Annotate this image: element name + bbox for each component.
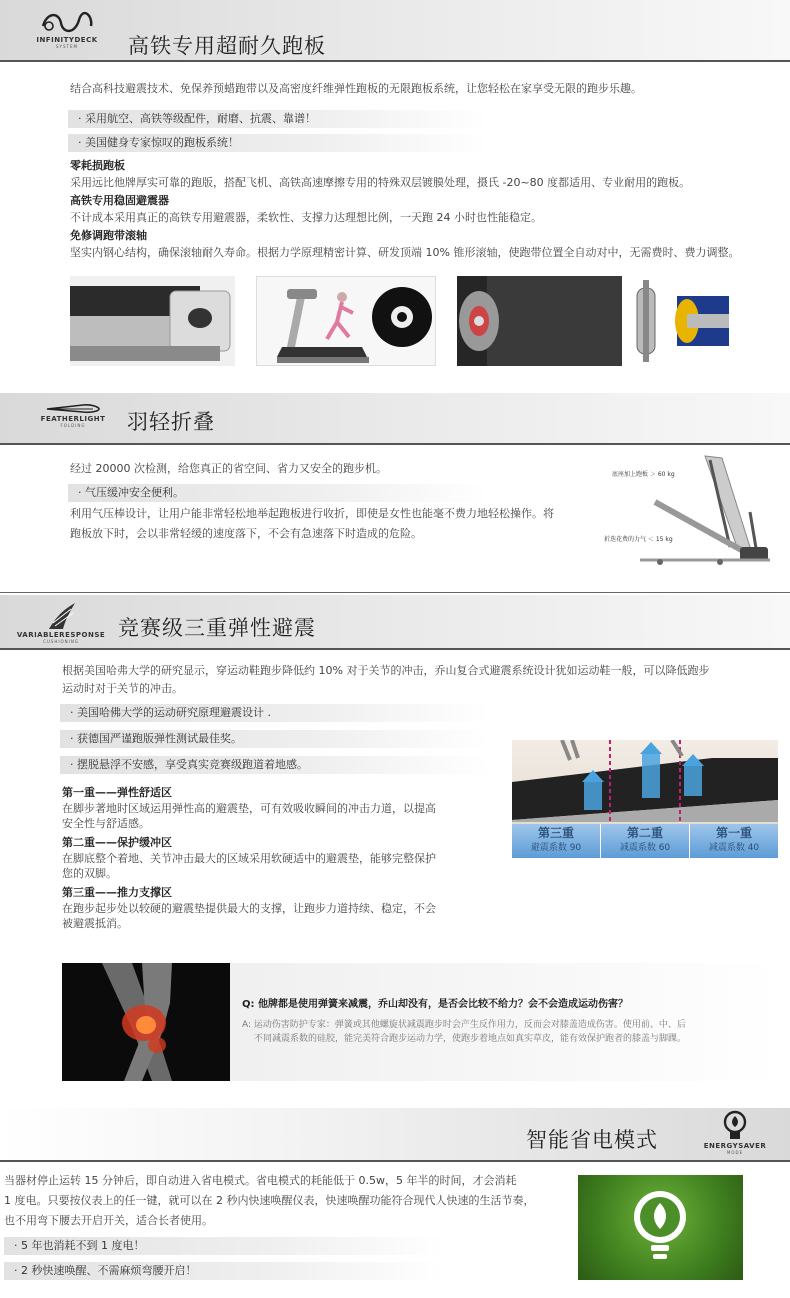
zone-cell-1: 第一重 减震系数 40: [708, 826, 760, 853]
zone-1-line-2: 安全性与舒适感。: [62, 817, 150, 830]
feature-title-shock-absorber: 高铁专用稳固避震器: [70, 194, 169, 207]
feature-title-roller: 免修调跑带滚轴: [70, 229, 147, 242]
section-title-feather-light: 羽轻折叠: [127, 410, 215, 434]
zone-cell-2: 第二重 减震系数 60: [601, 824, 690, 858]
section-header-energy-saver: [0, 1108, 790, 1162]
feature-text-roller: 坚实内钢心结构，确保滚轴耐久寿命。根据力学原理精密计算、研发顶端 10% 锥形滚轴，使跑带位置全自动对中，无需费时、费力调整。: [70, 246, 740, 259]
feather-bullet: · 气压缓冲安全便利。: [68, 484, 488, 502]
zone-2-title: 第二重——保护缓冲区: [62, 836, 172, 849]
force-label-bottom: 折迭花费的力气 ＜ 15 kg: [604, 536, 673, 543]
zone-1-line-1: 在脚步著地时区域运用弹性高的避震垫，可有效吸收瞬间的冲击力道，以提高: [62, 802, 436, 815]
qa-question: Q: 他牌都是使用弹簧来减震，乔山却没有，是否会比较不给力？会不会造成运动伤害？: [242, 999, 628, 1010]
infinity-wave-icon: [37, 10, 97, 36]
zone-3-line-2: 被避震抵消。: [62, 917, 128, 930]
feather-text-1: 利用气压棒设计，让用户能非常轻松地举起跑板进行收折，即使是女性也能毫不费力地轻松操作。将: [70, 507, 554, 520]
cushion-zones-image: [512, 740, 778, 858]
energy-text-2: 1 度电。只要按仪表上的任一键，就可以在 2 秒内快速唤醒仪表，快速唤醒功能符合现代人快速的生活节奏，: [4, 1194, 535, 1207]
feature-text-zero-wear: 采用远比他牌厚实可靠的跑版，搭配飞机、高铁高速摩擦专用的特殊双层镀膜处理，摄氏 -20~80 度都适用、专业耐用的跑板。: [70, 176, 691, 189]
section-title-infinity-deck: 高铁专用超耐久跑板: [128, 34, 326, 58]
qa-answer-1: A: 运动伤害防护专家：弹簧或其他螺旋状减震跑步时会产生反作用力，反而会对膝盖造成伤害。使用前、中、后: [242, 1020, 686, 1030]
folding-treadmill-diagram: [600, 452, 780, 577]
cushion-bullet-2: · 获德国严谨跑版弹性测试最佳奖。: [60, 730, 490, 748]
feather-icon: [43, 401, 103, 415]
infinity-bullet-1: · 采用航空、高铁等级配件，耐磨、抗震、靠谱！: [68, 110, 488, 128]
cushion-intro-2: 运动时对于关节的冲击。: [62, 682, 183, 695]
zone-cell-3: 第三重 避震系数 90: [512, 824, 601, 858]
energy-saver-logo: ENERGYSAVER MODE: [680, 1110, 790, 1162]
zone-bar: [512, 824, 778, 858]
winged-foot-icon: [41, 601, 81, 631]
qa-answer-2: 不同减震系数的硅胶，能完美符合跑步运动力学，使跑步着地点如真实草皮，能有效保护跑者的膝盖与脚踝。: [254, 1034, 687, 1044]
feather-intro: 经过 20000 次检测，给您真正的省空间、省力又安全的跑步机。: [70, 462, 387, 475]
qa-banner: [62, 963, 778, 1081]
treadmill-runner-photo: [256, 276, 436, 366]
infinity-intro: 结合高科技避震技术、免保养预蜡跑带以及高密度纤维弹性跑板的无限跑板系统，让您轻松在家享受无限的跑步乐趣。: [70, 82, 642, 95]
zone-2-line-2: 您的双脚。: [62, 867, 117, 880]
section-title-variable-response: 竞赛级三重弹性避震: [118, 616, 316, 640]
weight-label-top: 底座加上跑板 ＞ 60 kg: [612, 471, 675, 478]
roller-parts-photo: [627, 276, 737, 366]
lightbulb-icon: [720, 1110, 750, 1142]
feature-text-shock-absorber: 不计成本采用真正的高铁专用避震器，柔软性、支撑力达理想比例，一天跑 24 小时也性能稳定。: [70, 211, 542, 224]
feather-text-2: 跑板放下时，会以非常轻缓的速度落下，不会有急速落下时造成的危险。: [70, 527, 422, 540]
section-header-feather-light: [0, 393, 790, 445]
grass-bulb-image: [578, 1175, 743, 1280]
energy-bullet-2: · 2 秒快速唤醒、不需麻烦弯腰开启！: [4, 1262, 444, 1280]
energy-bullet-1: · 5 年也消耗不到 1 度电！: [4, 1237, 444, 1255]
zone-2-line-1: 在脚底整个着地、关节冲击最大的区域采用软硬适中的避震垫，能够完整保护: [62, 852, 436, 865]
section-header-infinity-deck: [0, 0, 790, 62]
deck-closeup-photo: [70, 276, 235, 366]
energy-text-1: 当器材停止运转 15 分钟后，即自动进入省电模式。省电模式的耗能低于 0.5w，5 年半的时间，才会消耗: [4, 1174, 517, 1187]
knee-xray-photo: [62, 963, 230, 1081]
roller-belt-photo: [457, 276, 622, 366]
energy-text-3: 也不用弯下腰去开启开关，适合长者使用。: [4, 1214, 213, 1227]
infinity-bullet-2: · 美国健身专家惊叹的跑板系统！: [68, 134, 488, 152]
infinity-deck-logo: INFINITYDECK SYSTEM: [12, 10, 122, 62]
section-title-energy-saver: 智能省电模式: [526, 1128, 658, 1152]
zone-3-title: 第三重——推力支撑区: [62, 886, 172, 899]
cushion-intro-1: 根据美国哈弗大学的研究显示，穿运动鞋跑步降低约 10% 对于关节的冲击，乔山复合式避震系统设计犹如运动鞋一般，可以降低跑步: [62, 664, 710, 677]
feature-title-zero-wear: 零耗损跑板: [70, 159, 125, 172]
variable-response-logo: VARIABLERESPONSE CUSHIONING: [6, 601, 116, 653]
feather-light-logo: FEATHERLIGHT FOLDING: [18, 401, 128, 453]
cushion-bullet-3: · 摆脱悬浮不安感，享受真实竞赛级跑道着地感。: [60, 756, 490, 774]
section-header-variable-response: [0, 595, 790, 650]
zone-3-line-1: 在跑步起步处以较硬的避震垫提供最大的支撑，让跑步力道持续、稳定，不会: [62, 902, 436, 915]
zone-1-title: 第一重——弹性舒适区: [62, 786, 172, 799]
cushion-bullet-1: · 美国哈佛大学的运动研究原理避震设计 .: [60, 704, 490, 722]
